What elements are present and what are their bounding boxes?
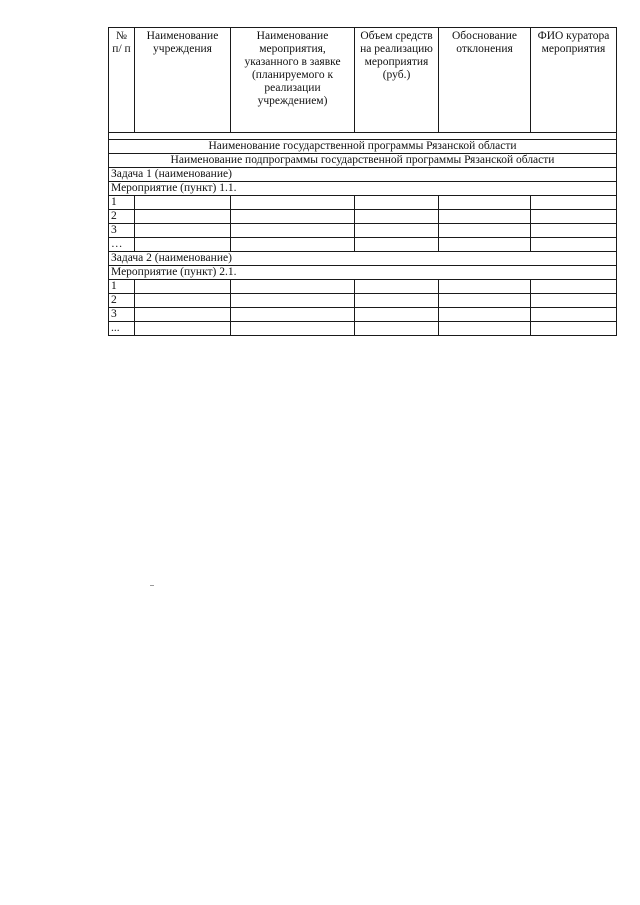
table-cell: [439, 294, 531, 308]
row-number: 3: [109, 308, 135, 322]
subprogram-title-row: [109, 154, 617, 168]
table-cell: [355, 308, 439, 322]
table-row: [109, 294, 617, 308]
program-title: Наименование государственной программы Рязанской области: [109, 140, 617, 154]
measure-label: Мероприятие (пункт) 2.1.: [109, 266, 617, 280]
table-cell: [355, 280, 439, 294]
table-cell: [355, 196, 439, 210]
table-cell: [439, 308, 531, 322]
header-institution: Наименование учреждения: [135, 28, 231, 133]
measure-row: [109, 266, 617, 280]
table-cell: [355, 238, 439, 252]
table-cell: [531, 238, 617, 252]
row-number: 2: [109, 210, 135, 224]
table-cell: [355, 210, 439, 224]
table-row: [109, 210, 617, 224]
task-label: Задача 2 (наименование): [109, 252, 617, 266]
header-funds-volume: Объем средств на реализацию мероприятия (руб.): [355, 28, 439, 133]
table-row: [109, 238, 617, 252]
table-cell: [439, 196, 531, 210]
table-cell: [355, 224, 439, 238]
table-row: [109, 224, 617, 238]
table-cell: [231, 238, 355, 252]
table-cell: [231, 196, 355, 210]
header-curator-name: ФИО куратора мероприятия: [531, 28, 617, 133]
row-number: 2: [109, 294, 135, 308]
table-cell: [531, 322, 617, 336]
task-row: [109, 168, 617, 182]
header-number: № п/ п: [109, 28, 135, 133]
row-number: 3: [109, 224, 135, 238]
table-cell: [531, 210, 617, 224]
table-cell: [231, 294, 355, 308]
table-cell: [355, 294, 439, 308]
report-table: [108, 27, 617, 336]
task-row: [109, 252, 617, 266]
table-cell: [135, 210, 231, 224]
subprogram-title: Наименование подпрограммы государственной программы Рязанской области: [109, 154, 617, 168]
measure-label: Мероприятие (пункт) 1.1.: [109, 182, 617, 196]
header-deviation-reason: Обоснование отклонения: [439, 28, 531, 133]
table-cell: [135, 280, 231, 294]
table-cell: [231, 224, 355, 238]
scan-speck: [150, 585, 154, 586]
row-number: 1: [109, 280, 135, 294]
table-cell: [531, 196, 617, 210]
table-row: [109, 308, 617, 322]
program-title-row: [109, 140, 617, 154]
measure-row: [109, 182, 617, 196]
table-cell: [135, 308, 231, 322]
table-cell: [355, 322, 439, 336]
table-cell: [135, 294, 231, 308]
row-number: …: [109, 238, 135, 252]
table-cell: [231, 280, 355, 294]
table-cell: [439, 280, 531, 294]
table-cell: [135, 322, 231, 336]
table-row: [109, 196, 617, 210]
header-measure-name: Наименование мероприятия, указанного в заявке (планируемого к реализации учреждением): [231, 28, 355, 133]
table-cell: [135, 224, 231, 238]
task-label: Задача 1 (наименование): [109, 168, 617, 182]
table-cell: [231, 308, 355, 322]
table-cell: [439, 224, 531, 238]
table-cell: [531, 280, 617, 294]
table-cell: [531, 308, 617, 322]
table-cell: [531, 294, 617, 308]
table-cell: [531, 224, 617, 238]
table-row: [109, 322, 617, 336]
table-cell: [439, 210, 531, 224]
table-header-row: [109, 28, 617, 133]
table-cell: [135, 238, 231, 252]
table-row: [109, 280, 617, 294]
header-spacer-row: [109, 133, 617, 140]
table-cell: [439, 322, 531, 336]
table-cell: [231, 210, 355, 224]
row-number: ...: [109, 322, 135, 336]
table-cell: [439, 238, 531, 252]
table-cell: [135, 196, 231, 210]
table-cell: [231, 322, 355, 336]
spacer-cell: [109, 133, 617, 140]
row-number: 1: [109, 196, 135, 210]
